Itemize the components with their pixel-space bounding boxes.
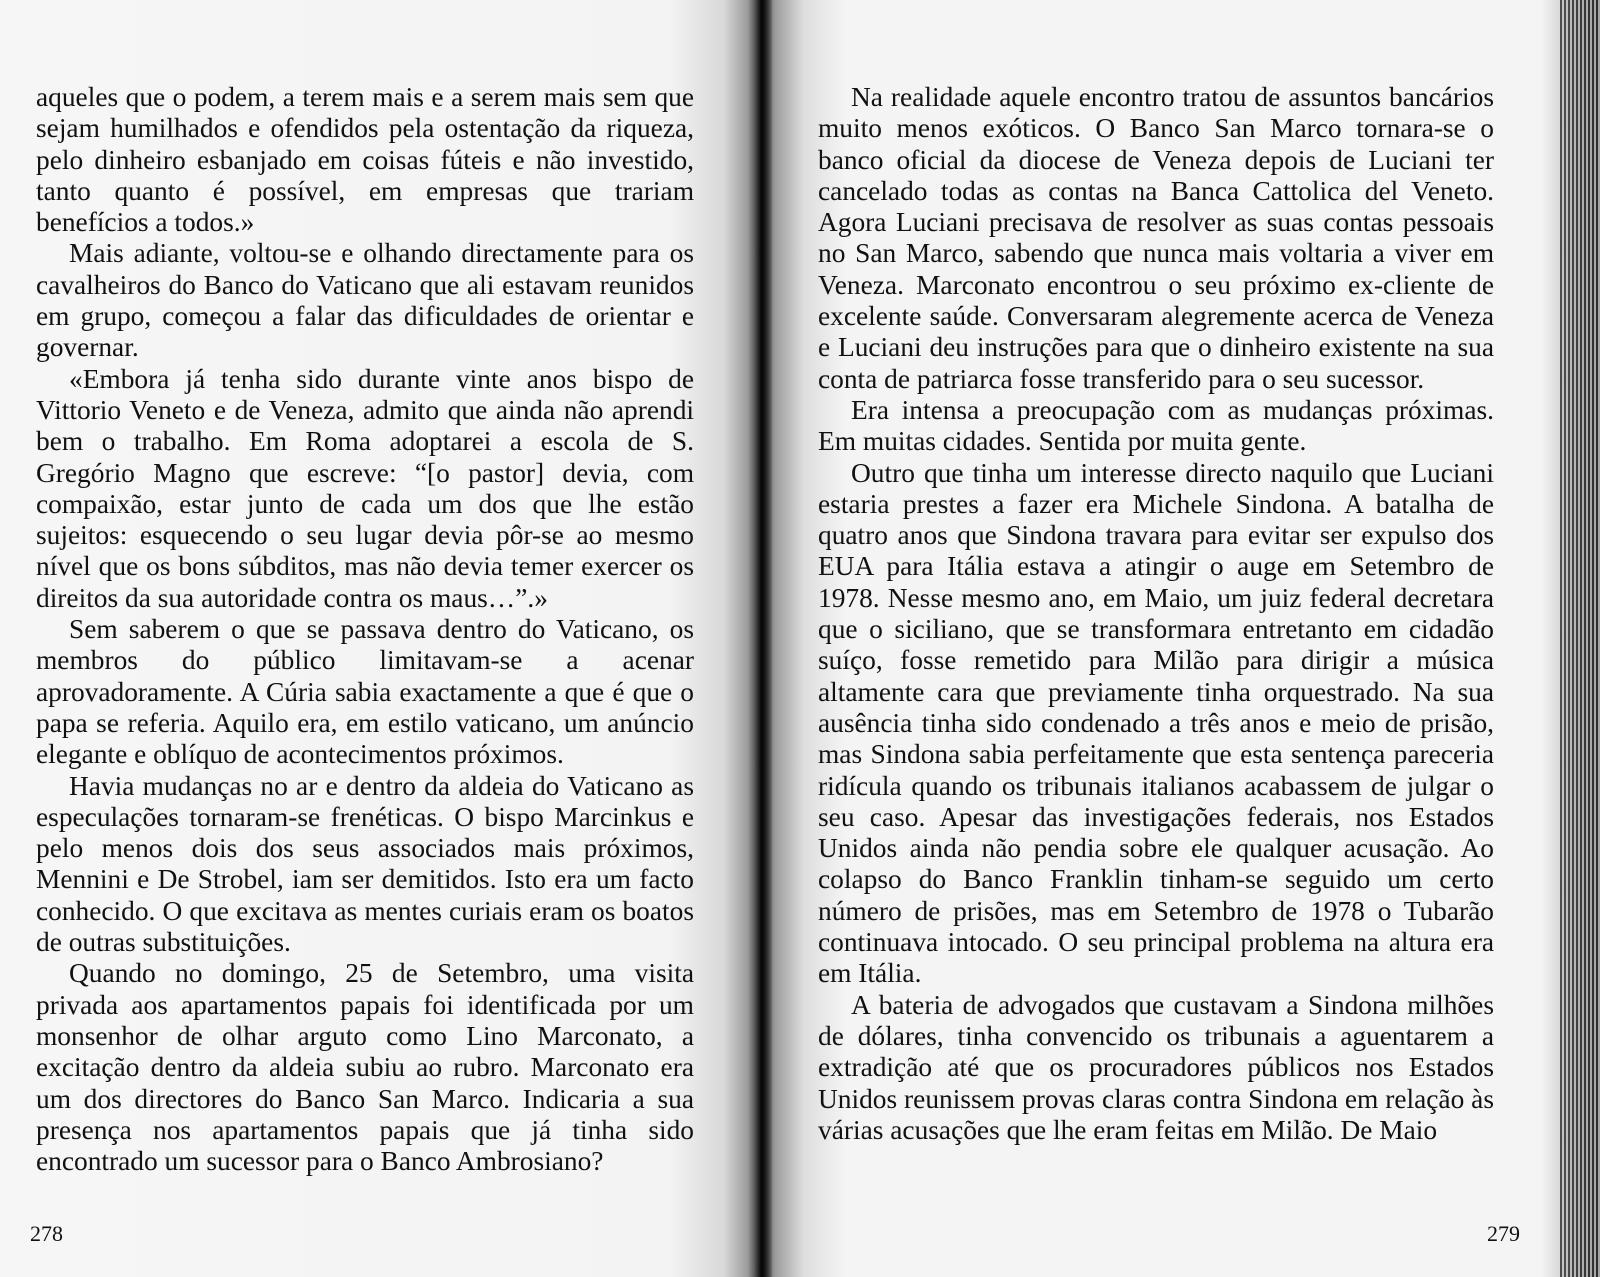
book-gutter (748, 0, 772, 1277)
page-number: 278 (30, 1221, 63, 1246)
paragraph: Havia mudanças no ar e dentro da aldeia do Vaticano as especulações tornaram-se frenéticas. O bispo Marcinkus e pelo menos dois dos seus associados mais próximos, Mennini e De Strobel, iam ser demitidos. Isto era um facto conhecido. O que excitava as mentes curiais eram os boatos de outras substituições. (36, 770, 694, 958)
paragraph: Era intensa a preocupação com as mudanças próximas. Em muitas cidades. Sentida por muita gente. (818, 394, 1494, 457)
paragraph: Mais adiante, voltou-se e olhando directamente para os cavalheiros do Banco do Vaticano que ali estavam reunidos em grupo, começou a falar das dificuldades de orientar e governar. (36, 238, 694, 363)
paragraph: Na realidade aquele encontro tratou de assuntos bancários muito menos exóticos. O Banco San Marco tornara-se o banco oficial da diocese de Veneza depois de Luciani ter cancelado todas as contas na Banca Cattolica del Veneto. Agora Luciani precisava de resolver as suas contas pessoais no San Marco, sabendo que nunca mais voltaria a viver em Veneza. Marconato encontrou o seu próximo ex-cliente de excelente saúde. Conversaram alegremente acerca de Veneza e Luciani deu instruções para que o dinheiro existente na sua conta de patriarca fosse transferido para o seu sucessor. (818, 82, 1494, 394)
right-page (762, 0, 1600, 1277)
paragraph: Outro que tinha um interesse directo naquilo que Luciani estaria prestes a fazer era Michele Sindona. A batalha de quatro anos que Sindona travara para evitar ser expulso dos EUA para Itália estava a atingir o auge em Setembro de 1978. Nesse mesmo ano, em Maio, um juiz federal decretara que o siciliano, que se transformara entretanto em cidadão suíço, fosse remetido para Milão para dirigir a música altamente cara que previamente tinha orquestrado. Na sua ausência tinha sido condenado a três anos e meio de prisão, mas Sindona sabia perfeitamente que esta sentença pareceria ridícula quando os tribunais italianos acabassem de julgar o seu caso. Apesar das investigações federais, nos Estados Unidos ainda não pendia sobre ele qualquer acusação. Ao colapso do Banco Franklin tinham-se seguido um certo número de prisões, mas em Setembro de 1978 o Tubarão continuava intocado. O seu principal problema na altura era em Itália. (818, 457, 1494, 989)
page-edges (1560, 0, 1600, 1277)
paragraph: «Embora já tenha sido durante vinte anos bispo de Vittorio Veneto e de Veneza, admito que ainda não aprendi bem o trabalho. Em Roma adoptarei a escola de S. Gregório Magno que escreve: “[o pastor] devia, com compaixão, estar junto de cada um dos que lhe estão sujeitos: esquecendo o seu lugar devia pôr-se ao mesmo nível que os bons súbditos, mas não devia temer exercer os direitos da sua autoridade contra os maus…”.» (36, 363, 694, 613)
page-number: 279 (1487, 1221, 1520, 1246)
paragraph: aqueles que o podem, a terem mais e a serem mais sem que sejam humilhados e ofendidos pela ostentação da riqueza, pelo dinheiro esbanjado em coisas fúteis e não investido, tanto quanto é possível, em empresas que trariam benefícios a todos.» (36, 82, 694, 238)
left-page (0, 0, 762, 1277)
left-page-body (36, 82, 694, 1177)
paragraph: Quando no domingo, 25 de Setembro, uma visita privada aos apartamentos papais foi identificada por um monsenhor de olhar arguto como Lino Marconato, a excitação dentro da aldeia subiu ao rubro. Marconato era um dos directores do Banco San Marco. Indicaria a sua presença nos apartamentos papais que já tinha sido encontrado um sucessor para o Banco Ambrosiano? (36, 958, 694, 1177)
paragraph: Sem saberem o que se passava dentro do Vaticano, os membros do público limitavam-se a acenar aprovadoramente. A Cúria sabia exactamente a que é que o papa se referia. Aquilo era, em estilo vaticano, um anúncio elegante e oblíquo de acontecimentos próximos. (36, 614, 694, 770)
right-page-body (818, 82, 1494, 1146)
paragraph: A bateria de advogados que custavam a Sindona milhões de dólares, tinha convencido os tribunais a aguentarem a extradição até que os procuradores públicos nos Estados Unidos reunissem provas claras contra Sindona em relação às várias acusações que lhe eram feitas em Milão. De Maio (818, 989, 1494, 1145)
